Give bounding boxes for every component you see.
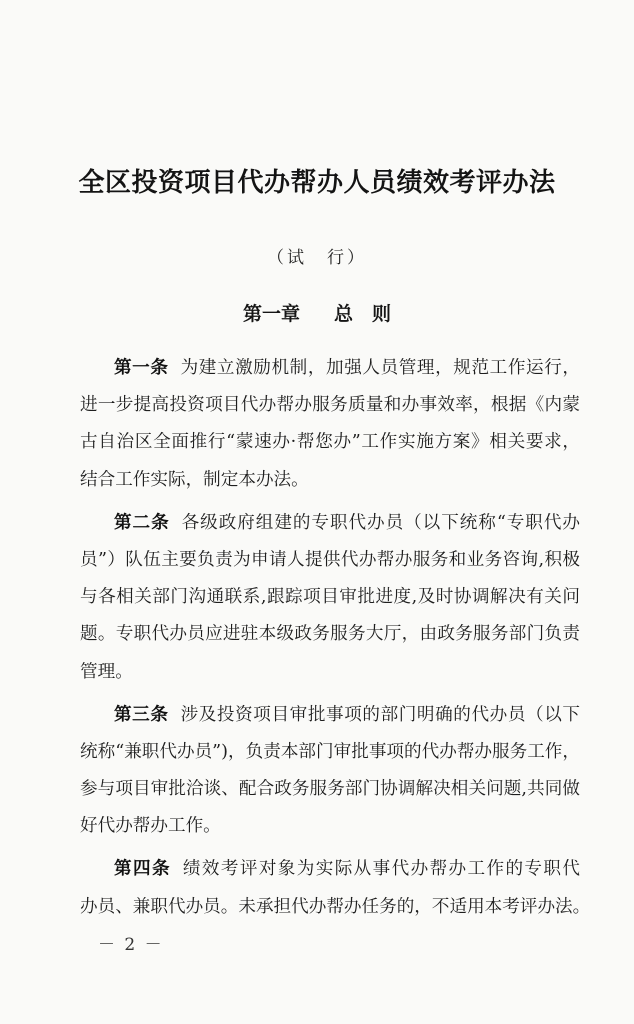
document-body: [80, 350, 591, 926]
article-label: 第三条: [114, 704, 169, 725]
chapter-heading: [0, 299, 634, 326]
paragraph-line: 办员、兼职代办员。未承担代办帮办任务的，不适用本考评办法。: [80, 896, 591, 917]
paragraph-line: 古自治区全面推行“蒙速办·帮您办”工作实施方案》相关要求，: [80, 432, 580, 453]
paragraph-line: 第三条 涉及投资项目审批事项的部门明确的代办员（以下: [114, 704, 580, 725]
document-title: 全区投资项目代办帮办人员绩效考评办法: [78, 168, 556, 198]
paragraph-line: 结合工作实际，制定本办法。: [80, 469, 309, 490]
chapter-label: 第一章: [242, 303, 300, 325]
paragraph-line: 第一条 为建立激励机制，加强人员管理，规范工作运行，: [114, 358, 580, 378]
paragraph-line: 员”）队伍主要负责为申请人提供代办帮办服务和业务咨询,积极: [80, 549, 580, 570]
paragraph-line: 第二条 各级政府组建的专职代办员（以下统称“专职代办: [114, 512, 580, 533]
article-label: 第一条: [114, 358, 169, 378]
article-label: 第四条: [114, 859, 171, 880]
paragraph-line: 进一步提高投资项目代办帮办服务质量和办事效率，根据《内蒙: [80, 395, 580, 416]
page-number: － 2 －: [98, 935, 164, 955]
paragraph-line: 与各相关部门沟通联系,跟踪项目审批进度,及时协调解决有关问: [80, 587, 580, 608]
chapter-name: 总 则: [334, 303, 392, 325]
paragraph-line: 第四条 绩效考评对象为实际从事代办帮办工作的专职代: [114, 859, 580, 880]
article-label: 第二条: [114, 512, 170, 533]
article-2: [80, 505, 580, 691]
paragraph-line: 统称“兼职代办员”)，负责本部门审批事项的代办帮办服务工作，: [80, 741, 580, 762]
document-subtitle: （试 行）: [267, 248, 367, 268]
paragraph-line: 题。专职代办员应进驻本级政务服务大厅，由政务服务部门负责: [80, 624, 580, 645]
paragraph-line: 管理。: [80, 661, 133, 682]
article-1: [80, 350, 580, 499]
article-3: [80, 697, 580, 846]
article-4: [80, 851, 591, 925]
paragraph-line: 参与项目审批洽谈、配合政务服务部门协调解决相关问题,共同做: [80, 779, 580, 800]
paragraph-line: 好代办帮办工作。: [80, 816, 221, 837]
